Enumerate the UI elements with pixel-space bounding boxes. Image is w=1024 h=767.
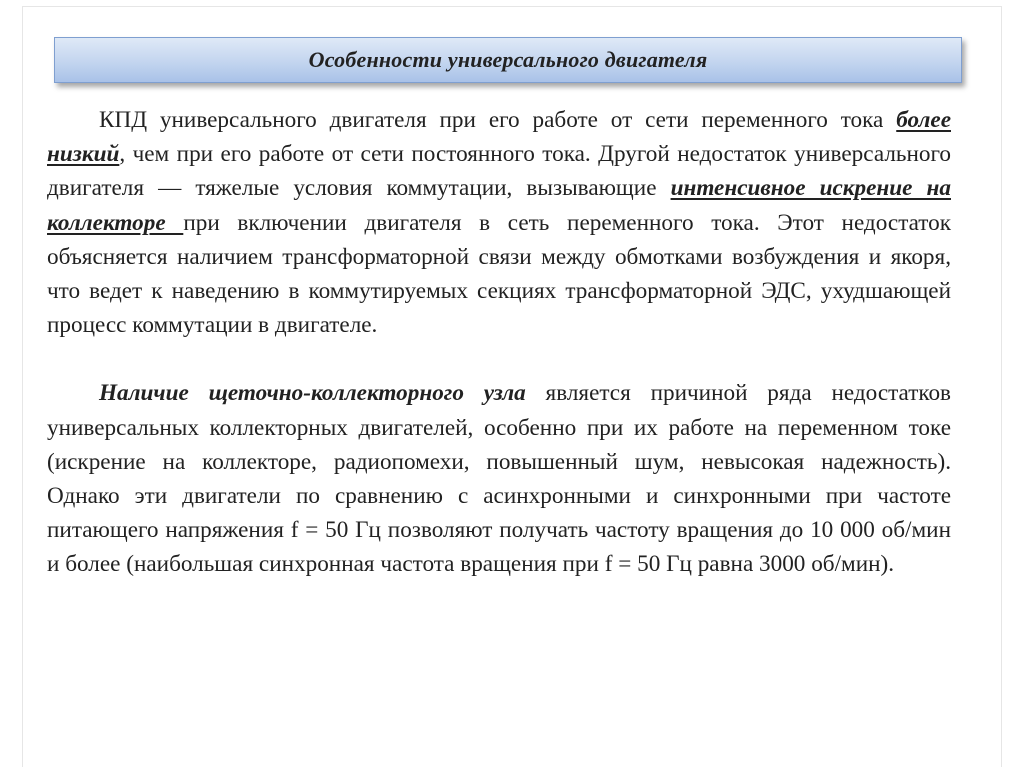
paragraph-1-text-c: при включении двигателя в сеть переменного тока. Этот недостаток объясняется наличием трансформаторной связи между обмотками возбуждения и якоря, что ведет к наведению в коммутируемых секциях трансформаторной ЭДС, ухудшающей процесс коммутации в двигателе. (47, 209, 951, 339)
emphasis-lower: более низкий (47, 107, 951, 168)
slide-title: Особенности универсального двигателя (308, 47, 708, 72)
paragraph-2-text: является причиной ряда недостатков универсальных коллекторных двигателей, особенно при их работе на переменном токе (искрение на коллекторе, радиопомехи, повышенный шум, невысокая надежность). Однако эти двигатели по сравнению с асинхронными и синхронными при частоте питающего напряжения f = 50 Гц позволяют получать частоту вращения до 10 000 об/мин и более (наибольшая синхронная частота вращения при f = 50 Гц равна 3000 об/мин). (47, 380, 952, 578)
paragraph-1-text-b: , чем при его работе от сети постоянного тока. Другой недостаток универсального двигателя — тяжелые условия коммутации, вызывающие (47, 141, 951, 202)
emphasis-sparking: интенсивное искрение на коллекторе (47, 175, 951, 236)
emphasis-brush-collector-unit: Наличие щеточно-коллекторного узла (99, 380, 526, 407)
paragraph-efficiency (47, 103, 951, 342)
slide-title-box (54, 37, 962, 83)
slide-body (47, 103, 951, 582)
paragraph-1-text-a: КПД универсального двигателя при его работе от сети переменного тока (99, 107, 897, 133)
paragraph-brush-collector (47, 376, 951, 581)
